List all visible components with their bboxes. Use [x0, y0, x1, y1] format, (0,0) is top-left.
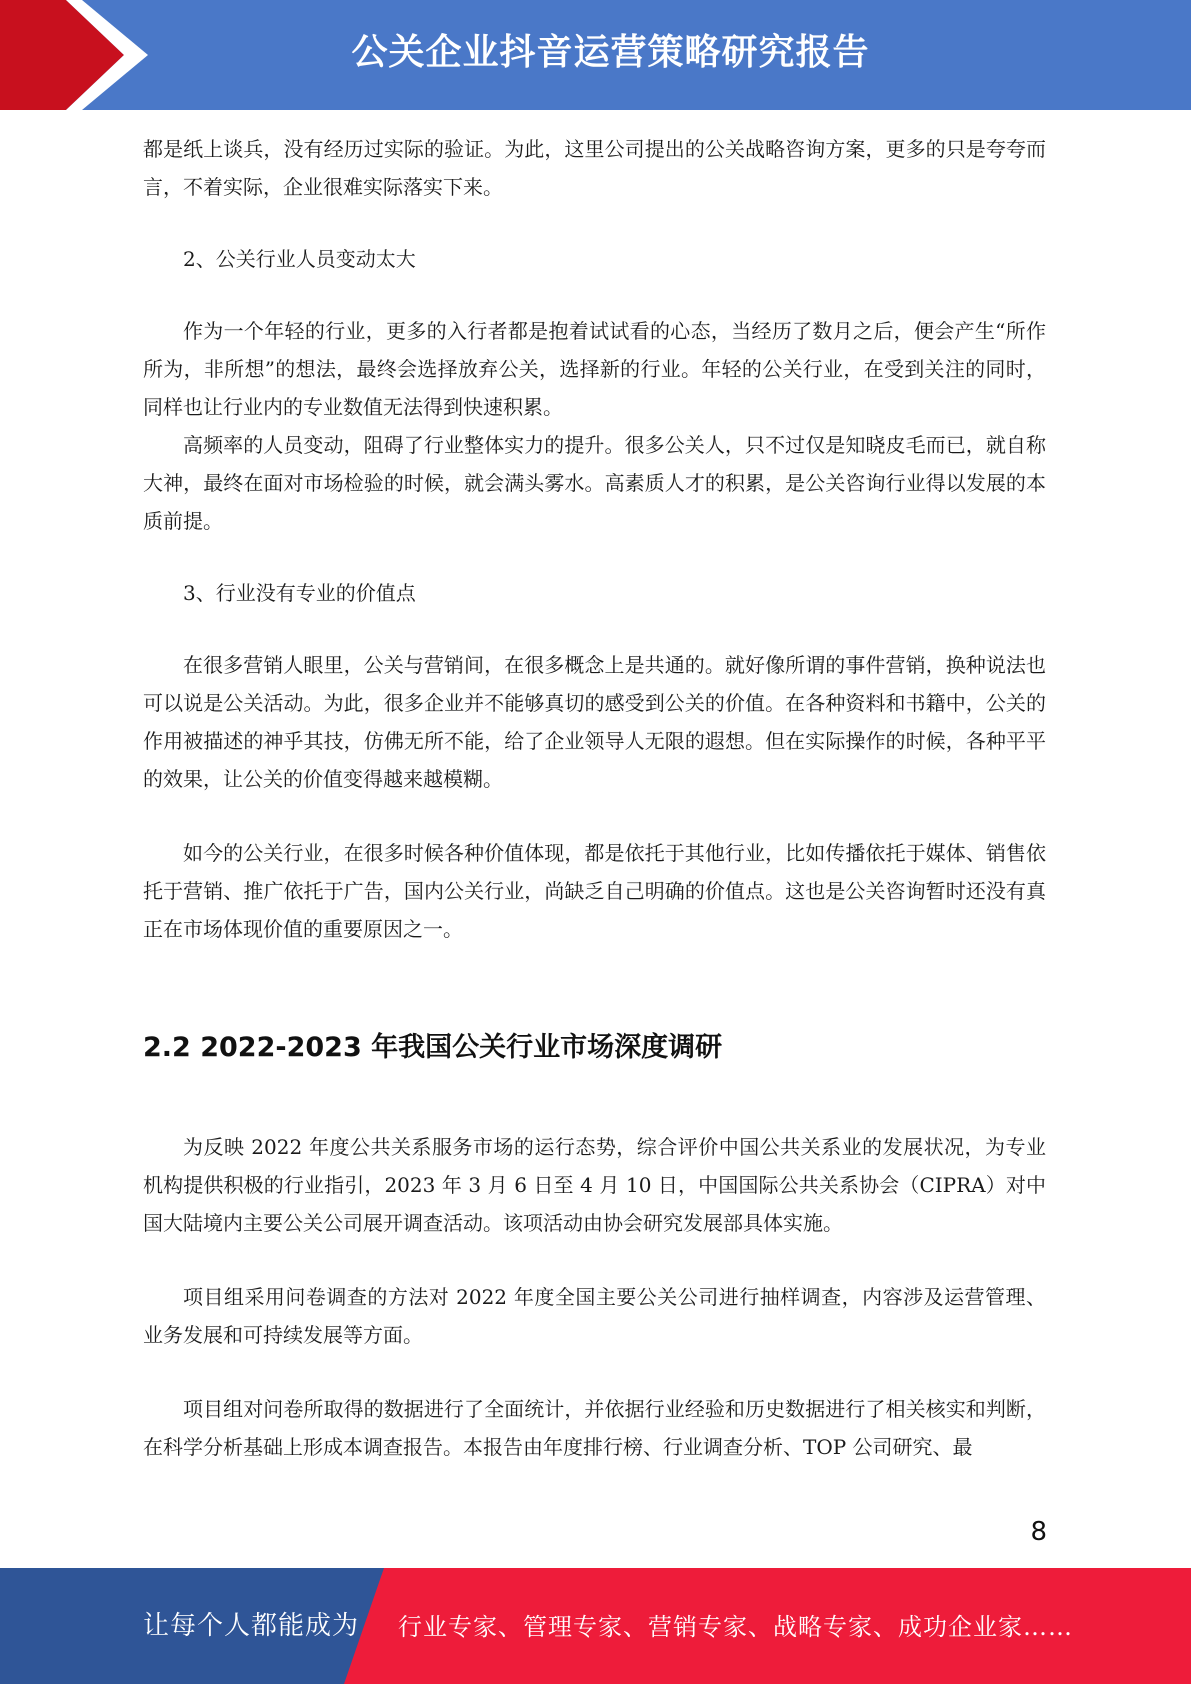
paragraph-continuation: 都是纸上谈兵，没有经历过实际的验证。为此，这里公司提出的公关战略咨询方案，更多的只是夸夸而言，不着实际，企业很难实际落实下来。: [143, 137, 1046, 199]
point-heading-2: 2、公关行业人员变动太大: [183, 247, 416, 271]
footer-slogan-right: 行业专家、管理专家、营销专家、战略专家、成功企业家……: [398, 1613, 1073, 1641]
paragraph: 作为一个年轻的行业，更多的入行者都是抱着试试看的心态，当经历了数月之后，便会产生“所作所为，非所想”的想法，最终会选择放弃公关，选择新的行业。年轻的公关行业，在受到关注的同时，同样也让行业内的专业数值无法得到快速积累。: [143, 319, 1046, 419]
page-number: 8: [1030, 1517, 1047, 1547]
paragraph: 高频率的人员变动，阻碍了行业整体实力的提升。很多公关人，只不过仅是知晓皮毛而已，就自称大神，最终在面对市场检验的时候，就会满头雾水。高素质人才的积累，是公关咨询行业得以发展的本质前提。: [143, 433, 1046, 533]
paragraph: 项目组对问卷所取得的数据进行了全面统计，并依据行业经验和历史数据进行了相关核实和判断，在科学分析基础上形成本调查报告。本报告由年度排行榜、行业调查分析、TOP 公司研究、最: [143, 1397, 1046, 1459]
paragraph: 在很多营销人眼里，公关与营销间，在很多概念上是共通的。就好像所谓的事件营销，换种说法也可以说是公关活动。为此，很多企业并不能够真切的感受到公关的价值。在各种资料和书籍中，公关的作用被描述的神乎其技，仿佛无所不能，给了企业领导人无限的遐想。但在实际操作的时候，各种平平的效果，让公关的价值变得越来越模糊。: [143, 653, 1046, 791]
paragraph: 项目组采用问卷调查的方法对 2022 年度全国主要公关公司进行抽样调查，内容涉及运营管理、业务发展和可持续发展等方面。: [143, 1285, 1046, 1347]
paragraph: 为反映 2022 年度公共关系服务市场的运行态势，综合评价中国公共关系业的发展状况，为专业机构提供积极的行业指引，2023 年 3 月 6 日至 4 月 10 日，中国国际公共关系协会（CIPRA）对中国大陆境内主要公关公司展开调查活动。该项活动由协会研究发展部具体实施。: [143, 1135, 1046, 1235]
section-heading: 2.2 2022-2023 年我国公关行业市场深度调研: [143, 1032, 723, 1063]
page-header: [0, 0, 1191, 110]
report-title: 公关企业抖音运营策略研究报告: [351, 32, 870, 73]
footer-slogan-left: 让每个人都能成为: [143, 1611, 360, 1641]
document-body: [143, 130, 1046, 1466]
point-heading-3: 3、行业没有专业的价值点: [183, 581, 416, 605]
paragraph: 如今的公关行业，在很多时候各种价值体现，都是依托于其他行业，比如传播依托于媒体、销售依托于营销、推广依托于广告，国内公关行业，尚缺乏自己明确的价值点。这也是公关咨询暂时还没有真正在市场体现价值的重要原因之一。: [143, 841, 1046, 941]
page-footer: [0, 1568, 1191, 1684]
